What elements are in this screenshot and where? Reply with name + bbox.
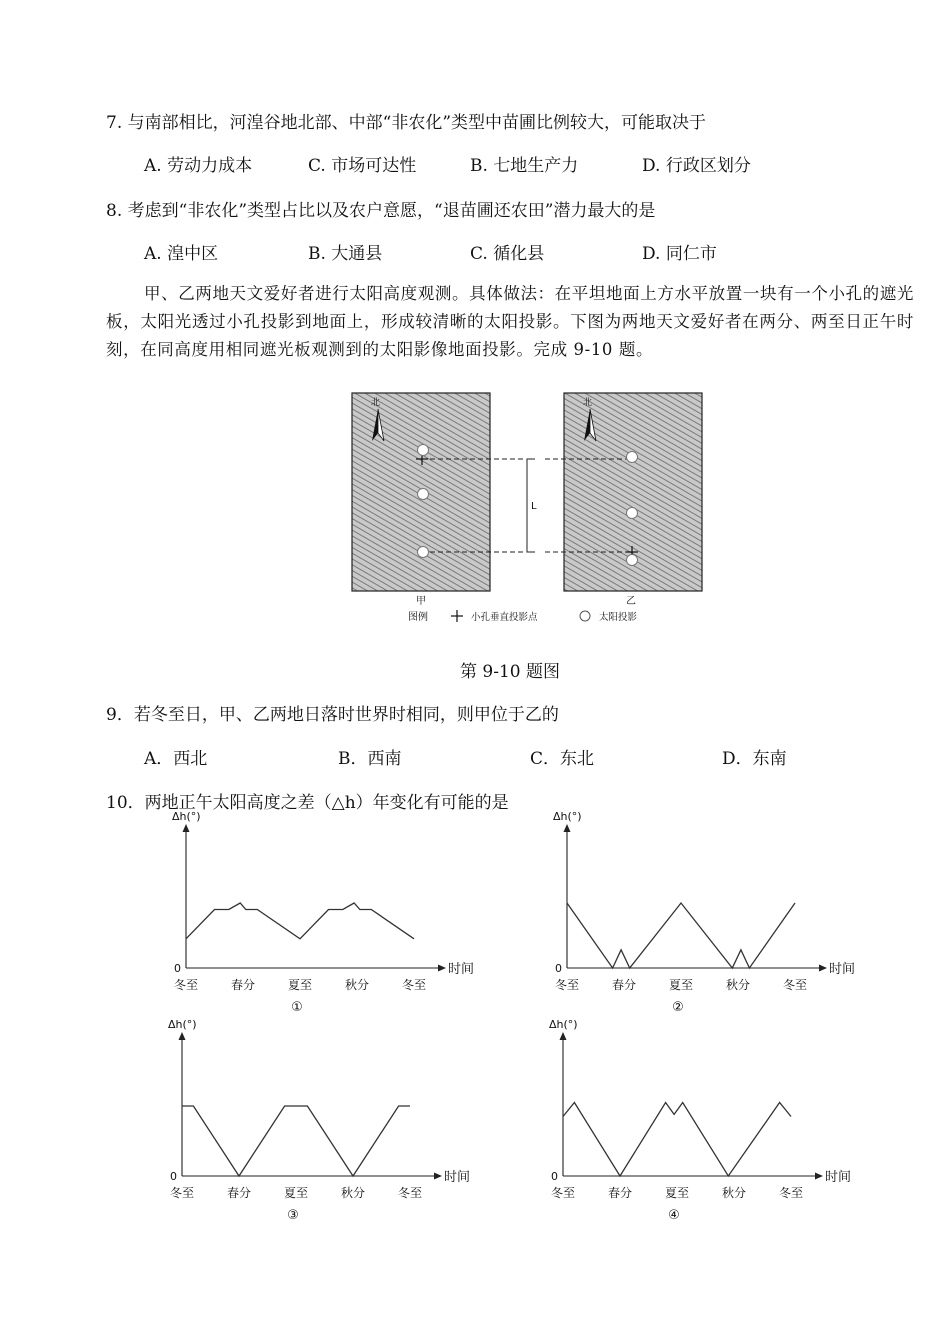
y-axis-label: Δh(°) bbox=[549, 1018, 578, 1031]
distance-label: L bbox=[531, 501, 537, 512]
tick-label: 秋分 bbox=[725, 978, 751, 992]
y-axis-arrow-icon bbox=[183, 824, 190, 832]
series-line bbox=[186, 903, 414, 939]
x-axis-arrow-icon bbox=[434, 1173, 442, 1180]
intro-paragraph: 甲、乙两地天文爱好者进行太阳高度观测。具体做法：在平坦地面上方水平放置一块有一个小孔的遮光板，太阳光透过小孔投影到地面上，形成较清晰的太阳投影。下图为两地天文爱好者在两分、两至日正午时刻，在同高度用相同遮光板观测到的太阳影像地面投影。完成 9-10 题。 bbox=[106, 284, 914, 359]
chart-4 bbox=[549, 1018, 851, 1223]
zero-label: 0 bbox=[170, 1170, 177, 1183]
q9-option-b: B．西南 bbox=[338, 749, 402, 769]
q8-option-b: B. 大通县 bbox=[308, 244, 383, 264]
tick-label: 春分 bbox=[226, 1186, 252, 1200]
y-axis-label: Δh(°) bbox=[168, 1018, 197, 1031]
tick-label: 夏至 bbox=[668, 978, 694, 992]
y-axis-label: Δh(°) bbox=[553, 810, 582, 823]
x-axis-arrow-icon bbox=[438, 965, 446, 972]
north-label: 北 bbox=[371, 398, 381, 408]
chart-label: ② bbox=[672, 1000, 684, 1015]
chart-1 bbox=[172, 810, 474, 1015]
q8-stem: 8. 考虑到“非农化”类型占比以及农户意愿，“退苗圃还农田”潜力最大的是 bbox=[106, 201, 656, 221]
q10-stem: 10．两地正午太阳高度之差（△h）年变化有可能的是 bbox=[106, 793, 509, 813]
chart-label: ③ bbox=[287, 1208, 299, 1223]
chart-3 bbox=[168, 1018, 470, 1223]
tick-label: 冬至 bbox=[782, 978, 808, 992]
q9-option-a: A．西北 bbox=[144, 749, 208, 769]
tick-label: 冬至 bbox=[173, 978, 199, 992]
q8-option-c: C. 循化县 bbox=[470, 244, 545, 264]
q9-option-c: C．东北 bbox=[530, 749, 595, 769]
north-label: 北 bbox=[583, 398, 593, 408]
q7-option-b: B. 七地生产力 bbox=[470, 156, 579, 176]
tick-label: 春分 bbox=[611, 978, 637, 992]
series-line bbox=[182, 1106, 410, 1176]
tick-label: 冬至 bbox=[397, 1186, 423, 1200]
figure-caption: 第 9-10 题图 bbox=[460, 662, 560, 682]
q9-option-d: D．东南 bbox=[722, 749, 787, 769]
legend-circle-label: 太阳投影 bbox=[599, 612, 638, 623]
q9-stem: 9．若冬至日，甲、乙两地日落时世界时相同，则甲位于乙的 bbox=[106, 705, 559, 725]
y-axis-arrow-icon bbox=[560, 1032, 567, 1040]
x-axis-arrow-icon bbox=[815, 1173, 823, 1180]
y-axis-arrow-icon bbox=[179, 1032, 186, 1040]
q8-option-a: A. 湟中区 bbox=[144, 244, 219, 264]
zero-label: 0 bbox=[551, 1170, 558, 1183]
chart-2 bbox=[553, 810, 855, 1015]
tick-label: 冬至 bbox=[169, 1186, 195, 1200]
tick-label: 冬至 bbox=[550, 1186, 576, 1200]
legend-cross-label: 小孔垂直投影点 bbox=[471, 612, 538, 623]
chart-label: ① bbox=[291, 1000, 303, 1015]
x-axis-label: 时间 bbox=[448, 962, 475, 977]
tick-label: 秋分 bbox=[340, 1186, 366, 1200]
zero-label: 0 bbox=[555, 962, 562, 975]
q7-option-d: D. 行政区划分 bbox=[642, 156, 751, 176]
tick-label: 冬至 bbox=[401, 978, 427, 992]
q7-option-c: C. 市场可达性 bbox=[308, 156, 417, 176]
panel-a-label: 甲 bbox=[416, 596, 426, 607]
q7-option-a: A. 劳动力成本 bbox=[144, 156, 253, 176]
series-line bbox=[567, 903, 795, 968]
q8-option-d: D. 同仁市 bbox=[642, 244, 717, 264]
tick-label: 秋分 bbox=[344, 978, 370, 992]
x-axis-arrow-icon bbox=[819, 965, 827, 972]
chart-label: ④ bbox=[668, 1208, 680, 1223]
tick-label: 春分 bbox=[607, 1186, 633, 1200]
tick-label: 冬至 bbox=[778, 1186, 804, 1200]
series-line bbox=[563, 1103, 791, 1177]
tick-label: 冬至 bbox=[554, 978, 580, 992]
x-axis-label: 时间 bbox=[825, 1170, 852, 1185]
x-axis-label: 时间 bbox=[444, 1170, 471, 1185]
q7-stem: 7. 与南部相比，河湟谷地北部、中部“非农化”类型中苗圃比例较大，可能取决于 bbox=[106, 113, 707, 133]
x-axis-label: 时间 bbox=[829, 962, 856, 977]
tick-label: 秋分 bbox=[721, 1186, 747, 1200]
tick-label: 夏至 bbox=[287, 978, 313, 992]
y-axis-label: Δh(°) bbox=[172, 810, 201, 823]
legend-title: 图例 bbox=[408, 612, 428, 623]
tick-label: 夏至 bbox=[664, 1186, 690, 1200]
tick-label: 夏至 bbox=[283, 1186, 309, 1200]
panel-b-label: 乙 bbox=[626, 596, 636, 607]
y-axis-arrow-icon bbox=[564, 824, 571, 832]
zero-label: 0 bbox=[174, 962, 181, 975]
tick-label: 春分 bbox=[230, 978, 256, 992]
